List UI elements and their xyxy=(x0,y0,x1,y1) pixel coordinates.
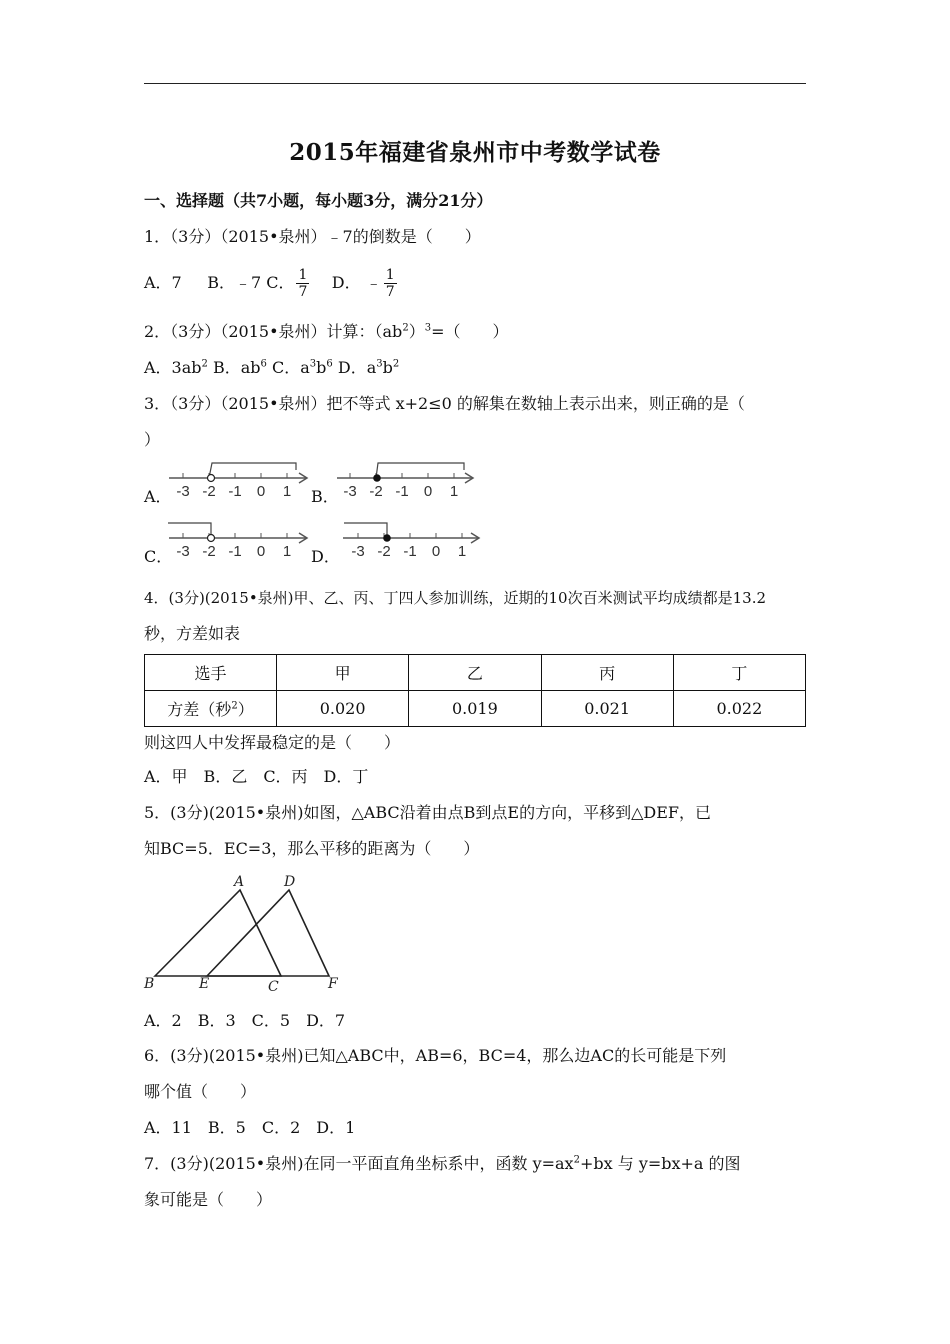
table-cell: 乙 xyxy=(409,655,541,691)
svg-text:-2: -2 xyxy=(377,543,391,560)
q5-stem-line2: 知BC=5．EC=3，那么平移的距离为（ ） xyxy=(144,839,480,858)
table-header-row xyxy=(145,655,806,691)
table-cell: 0.021 xyxy=(541,691,673,727)
q6-stem-line1: 6．(3分)(2015•泉州)已知△ABC中，AB=6，BC=4，那么边AC的长可能是下列 xyxy=(144,1046,727,1065)
svg-text:-1: -1 xyxy=(403,543,417,560)
open-dot-icon xyxy=(208,535,215,542)
svg-text:C: C xyxy=(268,979,279,995)
numberline-b xyxy=(334,458,484,504)
q6-stem-line2: 哪个值（ ） xyxy=(144,1082,257,1101)
svg-text:0: 0 xyxy=(423,483,433,500)
svg-text:-1: -1 xyxy=(228,543,242,560)
header-rule xyxy=(144,83,806,84)
page-title: 2015年福建省泉州市中考数学试卷 xyxy=(289,139,661,166)
svg-text:-2: -2 xyxy=(202,483,216,500)
table-cell: 丙 xyxy=(541,655,673,691)
q1-option-c-fraction: $\frac{1}{7}$ xyxy=(298,267,308,300)
q5-stem-line1: 5．(3分)(2015•泉州)如图，△ABC沿着由点B到点E的方向，平移到△DEF，已 xyxy=(144,803,711,822)
svg-text:1: 1 xyxy=(282,483,292,500)
q1-stem: 1．（3分）（2015•泉州）﹣7的倒数是（ ） xyxy=(144,227,481,246)
q1-option-c-label: C． xyxy=(266,273,295,292)
q3-label-d: D． xyxy=(311,547,340,566)
table-cell: 0.020 xyxy=(277,691,409,727)
q1-options xyxy=(144,264,399,302)
q1-option-b: B．﹣7 xyxy=(207,273,262,292)
table-cell: 0.019 xyxy=(409,691,541,727)
svg-text:1: 1 xyxy=(457,543,467,560)
numberline-c xyxy=(166,518,316,564)
svg-text:-1: -1 xyxy=(228,483,242,500)
svg-text:1: 1 xyxy=(449,483,459,500)
closed-dot-icon xyxy=(383,534,391,542)
numberline-a xyxy=(166,458,316,504)
svg-text:F: F xyxy=(328,976,338,992)
svg-text:-3: -3 xyxy=(343,483,357,500)
variance-table xyxy=(144,654,806,727)
q3-label-a: A． xyxy=(144,487,172,506)
svg-text:-2: -2 xyxy=(369,483,383,500)
open-dot-icon xyxy=(208,475,215,482)
svg-text:0: 0 xyxy=(256,483,266,500)
q2-stem: 2．（3分）（2015•泉州）计算：$(ab^2)^3=$（ ） xyxy=(144,322,509,341)
table-cell: 0.022 xyxy=(673,691,805,727)
q3-label-b: B． xyxy=(311,487,339,506)
svg-text:-1: -1 xyxy=(395,483,409,500)
q3-label-c: C． xyxy=(144,547,173,566)
svg-text:0: 0 xyxy=(431,543,441,560)
svg-text:B: B xyxy=(144,976,155,992)
svg-text:1: 1 xyxy=(282,543,292,560)
table-cell: 选手 xyxy=(145,655,277,691)
table-row xyxy=(145,691,806,727)
q1-option-d-label: D． xyxy=(331,273,361,292)
q4-question: 则这四人中发挥最稳定的是（ ） xyxy=(144,733,401,752)
q1-option-a: A．7 xyxy=(144,273,182,292)
q1-option-d-sign: ﹣ xyxy=(365,273,382,292)
q4-stem-line2: 秒，方差如表 xyxy=(144,624,241,643)
svg-text:-2: -2 xyxy=(202,543,216,560)
q4-options: A．甲 B．乙 C．丙 D．丁 xyxy=(144,767,369,786)
svg-text:-3: -3 xyxy=(176,543,190,560)
translation-triangles-figure xyxy=(138,870,348,998)
q5-options: A．2 B．3 C．5 D．7 xyxy=(144,1011,346,1030)
section-heading: 一、选择题（共7小题，每小题3分，满分21分） xyxy=(144,191,493,210)
q2-options: A．$3ab^2$ B．$ab^6$ C．$a^3b^6$ D．$a^3b^2$ xyxy=(144,358,400,377)
svg-text:-3: -3 xyxy=(176,483,190,500)
q7-stem-line1: 7．(3分)(2015•泉州)在同一平面直角坐标系中，函数 $y=ax^2+bx$ 与 y=bx+a 的图 xyxy=(144,1154,741,1173)
svg-text:A: A xyxy=(234,874,245,890)
svg-text:D: D xyxy=(284,874,296,890)
q4-stem-line1: 4．(3分)(2015•泉州)甲、乙、丙、丁四人参加训练，近期的10次百米测试平均成绩都是13.2 xyxy=(144,589,767,607)
q6-options: A．11 B．5 C．2 D．1 xyxy=(144,1118,356,1137)
svg-text:-3: -3 xyxy=(351,543,365,560)
table-cell: 方差（秒$^2$） xyxy=(145,691,277,727)
table-cell: 甲 xyxy=(277,655,409,691)
q7-stem-line2: 象可能是（ ） xyxy=(144,1190,273,1209)
svg-text:0: 0 xyxy=(256,543,266,560)
closed-dot-icon xyxy=(373,474,381,482)
numberline-d xyxy=(340,518,490,564)
table-cell: 丁 xyxy=(673,655,805,691)
q3-stem-line2: ） xyxy=(144,430,161,449)
q1-option-d-fraction: $\frac{1}{7}$ xyxy=(385,267,395,300)
q3-stem-line1: 3．（3分）（2015•泉州）把不等式 x+2≤0 的解集在数轴上表示出来，则正确的是（ xyxy=(144,394,745,413)
svg-text:E: E xyxy=(199,976,210,992)
